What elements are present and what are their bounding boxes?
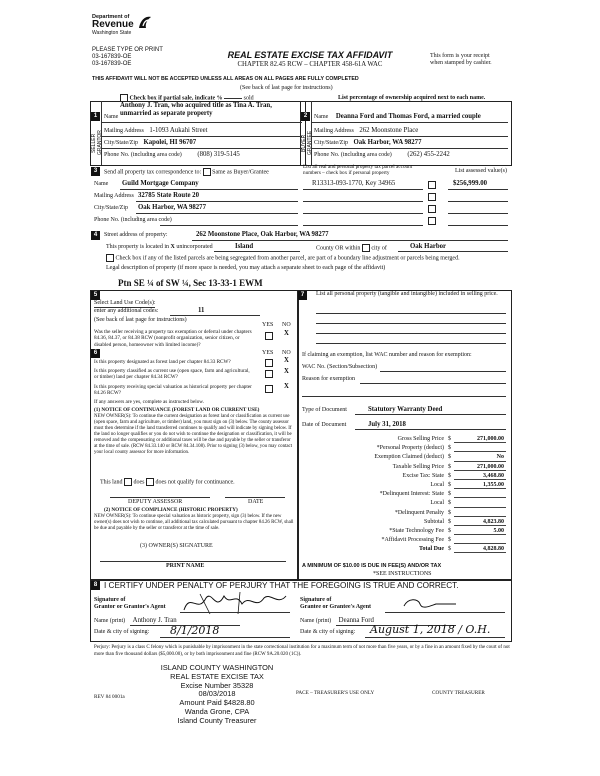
section-7-badge: 7: [298, 291, 307, 300]
fee-row-label: Exemption Claimed (deduct): [374, 454, 444, 461]
fee-row: [300, 499, 506, 508]
ownership-note: List percentage of ownership acquired next to each name.: [338, 95, 486, 101]
tax-corr-city-label: City/State/Zip: [94, 205, 128, 211]
seller-city-value[interactable]: Kapolei, HI 96707: [143, 139, 197, 146]
tax-corr-mailing-value[interactable]: 32785 State Route 20: [138, 192, 199, 199]
land-does-label: does: [133, 479, 145, 486]
fee-row-currency: $: [448, 472, 451, 479]
parcel-personal-checkbox-3[interactable]: [428, 205, 436, 213]
form-code-2: 03-167839-OE: [92, 61, 132, 67]
fee-row: [300, 518, 506, 527]
seller-mailing-label: Mailing Address: [104, 128, 144, 134]
assessed-header: List assessed value(s): [455, 168, 507, 174]
section-1-badge: 1: [91, 112, 100, 121]
this-land-label: This land: [100, 479, 123, 486]
tax-corr-city-value[interactable]: Oak Harbor, WA 98277: [138, 204, 206, 211]
seller-name-label: Name: [104, 114, 119, 120]
section-6-badge: 6: [91, 349, 100, 358]
city-of-label: city of: [371, 245, 387, 252]
section-2-badge: 2: [301, 112, 310, 121]
logo-dept-line3: Washington State: [92, 30, 132, 36]
county-treasurer-label: COUNTY TREASURER: [432, 690, 485, 696]
fee-row-label: Local: [430, 500, 444, 507]
wac-no-label: WAC No. (Section/Subsection): [302, 364, 378, 370]
forest-question: Is this property designated as forest land per chapter 84.33 RCW?: [94, 359, 231, 365]
grantee-date-label: Date & city of signing:: [300, 629, 356, 635]
fee-row: [300, 463, 506, 472]
s6-yes-header: YES: [262, 350, 274, 356]
grantor-date-value[interactable]: 8/1/2018: [170, 624, 220, 637]
notice2-body: NEW OWNER(S): To continue special valuation as historic property, sign (3) below. If the new owner(s) does not wish to continue, all additional tax calculated pursuant to chapter 84.26 RCW, shall be due and payable by the seller or transferor at the time of sale.: [94, 514, 294, 531]
grantee-name-print-value[interactable]: Deanna Ford: [338, 617, 374, 624]
fee-row-value[interactable]: 5.00: [493, 527, 504, 534]
street-label: Street address of property:: [104, 232, 168, 238]
fee-row: [300, 472, 506, 481]
fee-row-label: *Delinquent Interest: State: [379, 491, 444, 498]
fee-row: [300, 453, 506, 462]
fee-row-currency: $: [448, 463, 451, 470]
grantor-name-print-label: Name (print): [94, 618, 126, 624]
land-use-enter-label: enter any additional codes:: [94, 308, 159, 314]
land-use-select-label: Select Land Use Code(s):: [94, 300, 156, 306]
form-code-1: 03-167839-OE: [92, 54, 132, 60]
minimum-fee-note: A MINIMUM OF $10.00 IS DUE IN FEE(S) AND/OR TAX: [302, 563, 442, 569]
grantor-date-label: Date & city of signing:: [94, 629, 150, 635]
dor-logo: [92, 14, 162, 44]
treasurer-stamp: [142, 664, 292, 726]
print-name-label: PRINT NAME: [166, 563, 205, 569]
buyer-name-value[interactable]: Deanna Ford and Thomas Ford, a married couple: [335, 113, 481, 120]
fee-row-currency: $: [448, 481, 451, 488]
grantee-name-print-label: Name (print): [300, 618, 332, 624]
fee-row-label: Local: [430, 481, 444, 488]
land-not-qualify-label: does not qualify for continuance.: [155, 479, 235, 486]
fee-row-currency: $: [448, 500, 451, 507]
fee-row: [300, 481, 506, 490]
notice1-body: NEW OWNER(S): To continue the current designation as forest land or classification as current use (open space, farm and agriculture, or timber) land, you must sign on (3) below. The county assessor must then determine if the land transferred continues to qualify and will indicate by signing below. If the land no longer qualifies or you do not wish to continue the designation or classification, it will be removed and the compensating or additional taxes will be due and payable by the seller or transferor at the time of sale. (RCW 84.33.140 or RCW 84.34.108). Prior to signing (3) below, you may contact your local county assessor for more information.: [94, 414, 293, 455]
current-use-question: Is this property classified as current use (open space, farm and agricultural, or timber) land per chapter 84.34 RCW?: [94, 368, 250, 381]
fee-row-value[interactable]: 3,468.80: [483, 472, 504, 479]
fee-row-label: *Delinquent Penalty: [394, 509, 444, 516]
tax-corr-phone-label: Phone No. (including area code): [94, 217, 172, 223]
forest-no-mark[interactable]: X: [284, 357, 289, 364]
doc-type-label: Type of Document: [302, 407, 347, 413]
parcel-personal-checkbox-4[interactable]: [428, 217, 436, 225]
land-use-see-back: (See back of last page for instructions): [94, 317, 187, 323]
reason-exemption-label: Reason for exemption: [302, 376, 355, 382]
s6-no-header: NO: [282, 350, 291, 356]
notice2-title: (2) NOTICE OF COMPLIANCE (HISTORIC PROPERTY): [104, 507, 238, 513]
owner-signature-label: (3) OWNER(S) SIGNATURE: [140, 543, 213, 549]
if-yes-note: If any answers are yes, complete as instructed below.: [94, 399, 205, 405]
fee-row: [300, 527, 506, 536]
buyer-city-label: City/State/Zip: [314, 140, 348, 146]
fee-row: [300, 545, 506, 554]
stamp-line-4: 08/03/2018: [198, 689, 236, 699]
see-back-instructions: (See back of last page for instructions): [240, 85, 333, 91]
land-use-yes-header: YES: [262, 322, 274, 328]
rev-number: REV 84 0001a: [94, 694, 125, 700]
warning-text: THIS AFFIDAVIT WILL NOT BE ACCEPTED UNLESS ALL AREAS ON ALL PAGES ARE FULLY COMPLETED: [92, 76, 359, 82]
fee-row-label: Taxable Selling Price: [392, 463, 444, 470]
fee-row-currency: $: [448, 509, 451, 516]
tax-corr-name-value[interactable]: Guild Mortgage Company: [122, 180, 199, 187]
county-value[interactable]: Island: [235, 243, 254, 250]
seller-name-line2: unmarried as separate property: [120, 110, 213, 117]
located-mark: X: [170, 244, 175, 250]
grantee-date-value[interactable]: August 1, 2018 / O.H.: [370, 623, 491, 636]
grantee-sig-label-1: Signature of: [300, 597, 332, 603]
exempt-no-mark[interactable]: X: [284, 330, 289, 337]
stamp-line-6: Wanda Grone, CPA: [184, 706, 250, 716]
seller-city-label: City/State/Zip: [104, 140, 138, 146]
fee-row-value[interactable]: 271,000.00: [477, 463, 504, 470]
stamp-line-5: Amount Paid $4828.80: [179, 698, 255, 708]
fee-row-value[interactable]: 4,823.80: [483, 518, 504, 525]
land-does-not-checkbox[interactable]: [146, 478, 154, 486]
fee-row-label: Gross Selling Price: [397, 436, 444, 442]
buyer-mailing-value[interactable]: 262 Moonstone Place: [359, 127, 419, 134]
land-use-code-value[interactable]: 11: [198, 307, 205, 314]
form-title: REAL ESTATE EXCISE TAX AFFIDAVIT: [227, 50, 393, 60]
fee-row-currency: $: [448, 546, 451, 553]
fee-row-currency: $: [448, 454, 451, 461]
current-use-yes-checkbox[interactable]: [265, 370, 273, 378]
historic-no-mark[interactable]: X: [284, 383, 289, 390]
seller-phone-value[interactable]: (808) 319-5145: [197, 151, 240, 158]
buyer-phone-value[interactable]: (262) 455-2242: [407, 151, 450, 158]
certify-statement: I CERTIFY UNDER PENALTY OF PERJURY THAT THE FOREGOING IS TRUE AND CORRECT.: [104, 581, 459, 590]
doc-date-label: Date of Document: [302, 422, 347, 428]
deputy-assessor-label: DEPUTY ASSESSOR: [128, 499, 183, 505]
land-does-checkbox[interactable]: [124, 478, 132, 486]
wa-logo-icon: [137, 14, 153, 30]
grantee-signature-scribble[interactable]: [400, 596, 460, 612]
parcel-personal-checkbox-2[interactable]: [428, 193, 436, 201]
section-5-badge: 5: [91, 291, 100, 300]
street-address-value[interactable]: 262 Moonstone Place, Oak Harbor, WA 98277: [196, 231, 329, 238]
parcel-header-2: numbers – check box if personal property: [303, 170, 390, 177]
doc-date-value[interactable]: July 31, 2018: [368, 421, 406, 428]
receipt-note-1: This form is your receipt: [430, 53, 490, 59]
doc-type-value[interactable]: Statutory Warranty Deed: [368, 406, 443, 413]
buyer-mailing-label: Mailing Address: [314, 128, 354, 134]
fee-row-value[interactable]: 1,355.00: [483, 481, 504, 488]
seller-side-label: SELLER GRANTOR: [91, 130, 103, 156]
tax-corr-mailing-label: Mailing Address: [94, 193, 134, 199]
fee-row-value[interactable]: 4,828.80: [483, 546, 504, 553]
fee-row-label: *Affidavit Processing Fee: [381, 537, 444, 544]
grantor-sig-label-2: Grantor or Grantor's Agent: [94, 604, 166, 610]
fee-row-value[interactable]: No: [496, 454, 504, 461]
section-3-badge: 3: [91, 167, 100, 176]
fee-row-label: Subtotal: [423, 518, 444, 525]
located-label: This property is located in: [106, 244, 169, 250]
fee-row-label: Excise Tax: State: [402, 472, 444, 479]
section-8-badge: 8: [91, 581, 100, 590]
seller-phone-label: Phone No. (including area code): [104, 152, 182, 158]
unincorporated-label: unincorporated: [176, 244, 213, 250]
fee-row: [300, 509, 506, 518]
logo-dept-line1: Department of: [92, 14, 130, 20]
logo-dept-line2: Revenue: [92, 19, 134, 30]
stamp-line-3: Excise Number 35328: [180, 680, 254, 690]
city-value[interactable]: Oak Harbor: [410, 243, 447, 250]
seller-mailing-value[interactable]: 1-1093 Aukahi Street: [149, 127, 208, 134]
fee-row-label: *State Technology Fee: [389, 527, 444, 534]
personal-property-label: List all personal property (tangible and intangible) included in selling price.: [316, 291, 498, 297]
see-instructions-note: *SEE INSTRUCTIONS: [373, 571, 432, 577]
fee-row-value[interactable]: 271,000.00: [477, 436, 504, 442]
legal-desc-value[interactable]: Ptn SE ¼ of SW ¼, Sec 13-33-1 EWM: [118, 278, 263, 288]
same-as-buyer-checkbox[interactable]: [203, 168, 211, 176]
buyer-name-label: Name: [314, 114, 329, 120]
buyer-side-label: BUYER GRANTEE: [301, 130, 313, 156]
seller-name-line1: Anthony J. Tran, who acquired title as Tina A. Tran,: [120, 102, 272, 109]
parcel-header-1: List all real and personal property tax parcel account: [303, 164, 413, 170]
stamp-line-7: Island County Treasurer: [177, 715, 257, 725]
treasurer-use-only: PACE – TREASURER'S USE ONLY: [296, 690, 375, 696]
grantee-sig-label-2: Grantee or Grantee's Agent: [300, 604, 372, 610]
fee-row: [300, 435, 506, 444]
partial-sale-label: Check box if partial sale, indicate %: [129, 95, 223, 102]
legal-desc-label: Legal description of property (if more space is needed, you may attach a separate sheet to each page of the affidavit): [106, 265, 386, 271]
parcel-personal-checkbox-1[interactable]: [428, 181, 436, 189]
stamp-line-2: REAL ESTATE EXCISE TAX: [170, 671, 264, 681]
segregate-checkbox[interactable]: [106, 254, 114, 262]
fee-table: [300, 435, 506, 554]
tax-corr-name-label: Name: [94, 181, 109, 187]
notice1-title: (1) NOTICE OF CONTINUANCE (FOREST LAND OR CURRENT USE): [94, 407, 260, 413]
grantor-sig-label-1: Signature of: [94, 597, 126, 603]
tax-corr-label: Send all property tax correspondence to:: [104, 169, 202, 176]
fee-row: [300, 444, 506, 453]
form-chapter: CHAPTER 82.45 RCW – CHAPTER 458-61A WAC: [237, 61, 383, 68]
fee-row-currency: $: [448, 436, 451, 442]
city-of-checkbox[interactable]: [362, 244, 370, 252]
fee-row-currency: $: [448, 518, 451, 525]
exempt-question: Was the seller receiving a property tax exemption or deferral under chapters 84.36, 84.37, or 84.38 RCW (nonprofit organization, senior citizen, or disabled person, homeowner with limited income)?: [94, 329, 252, 348]
fee-row-currency: $: [448, 445, 451, 452]
fee-row: [300, 490, 506, 499]
exemption-claim-label: If claiming an exemption, list WAC number and reason for exemption:: [302, 352, 472, 358]
segregate-label: Check box if any of the listed parcels are being segregated from another parcel, are part of a boundary line adjustment or parcels being merged.: [115, 255, 460, 262]
land-use-no-header: NO: [282, 322, 291, 328]
buyer-city-value[interactable]: Oak Harbor, WA 98277: [353, 139, 422, 146]
parcel-number-value[interactable]: R13313-093-1770, Key 34965: [312, 180, 396, 187]
forest-yes-checkbox[interactable]: [265, 359, 273, 367]
receipt-note-2: when stamped by cashier.: [430, 60, 492, 66]
current-use-no-mark[interactable]: X: [284, 368, 289, 375]
exempt-yes-checkbox[interactable]: [265, 332, 273, 340]
fee-row-currency: $: [448, 537, 451, 544]
historic-question: Is this property receiving special valuation as historical property per chapter 84.26 RCW?: [94, 384, 252, 397]
section-4-badge: 4: [91, 231, 100, 240]
fee-row-label: Total Due: [419, 546, 444, 553]
fee-row-currency: $: [448, 491, 451, 498]
stamp-line-1: ISLAND COUNTY WASHINGTON: [160, 663, 274, 672]
same-as-buyer-label: Same as Buyer/Grantee: [212, 169, 269, 176]
fee-row-label: *Personal Property (deduct): [376, 445, 444, 452]
historic-yes-checkbox[interactable]: [265, 385, 273, 393]
fee-row: [300, 536, 506, 545]
county-label: County OR within: [316, 245, 361, 252]
perjury-notice: Perjury: Perjury is a class C felony which is punishable by imprisonment in the state correctional institution for a maximum term of not more than five years, or by a fine in an amount fixed by the court of not more than five thousand dollars ($5,000.00), or by both imprisonment and fine (RCW 9A.20.020 (1C)).: [94, 645, 510, 657]
buyer-phone-label: Phone No. (including area code): [314, 152, 392, 158]
assessed-value[interactable]: $256,999.00: [453, 180, 487, 187]
partial-sale-pct-suffix: sold: [243, 95, 254, 102]
fee-row-currency: $: [448, 527, 451, 534]
deputy-date-label: DATE: [248, 499, 264, 505]
grantor-name-print-value[interactable]: Anthony J. Tran: [132, 617, 177, 624]
please-type-label: PLEASE TYPE OR PRINT: [92, 47, 163, 53]
